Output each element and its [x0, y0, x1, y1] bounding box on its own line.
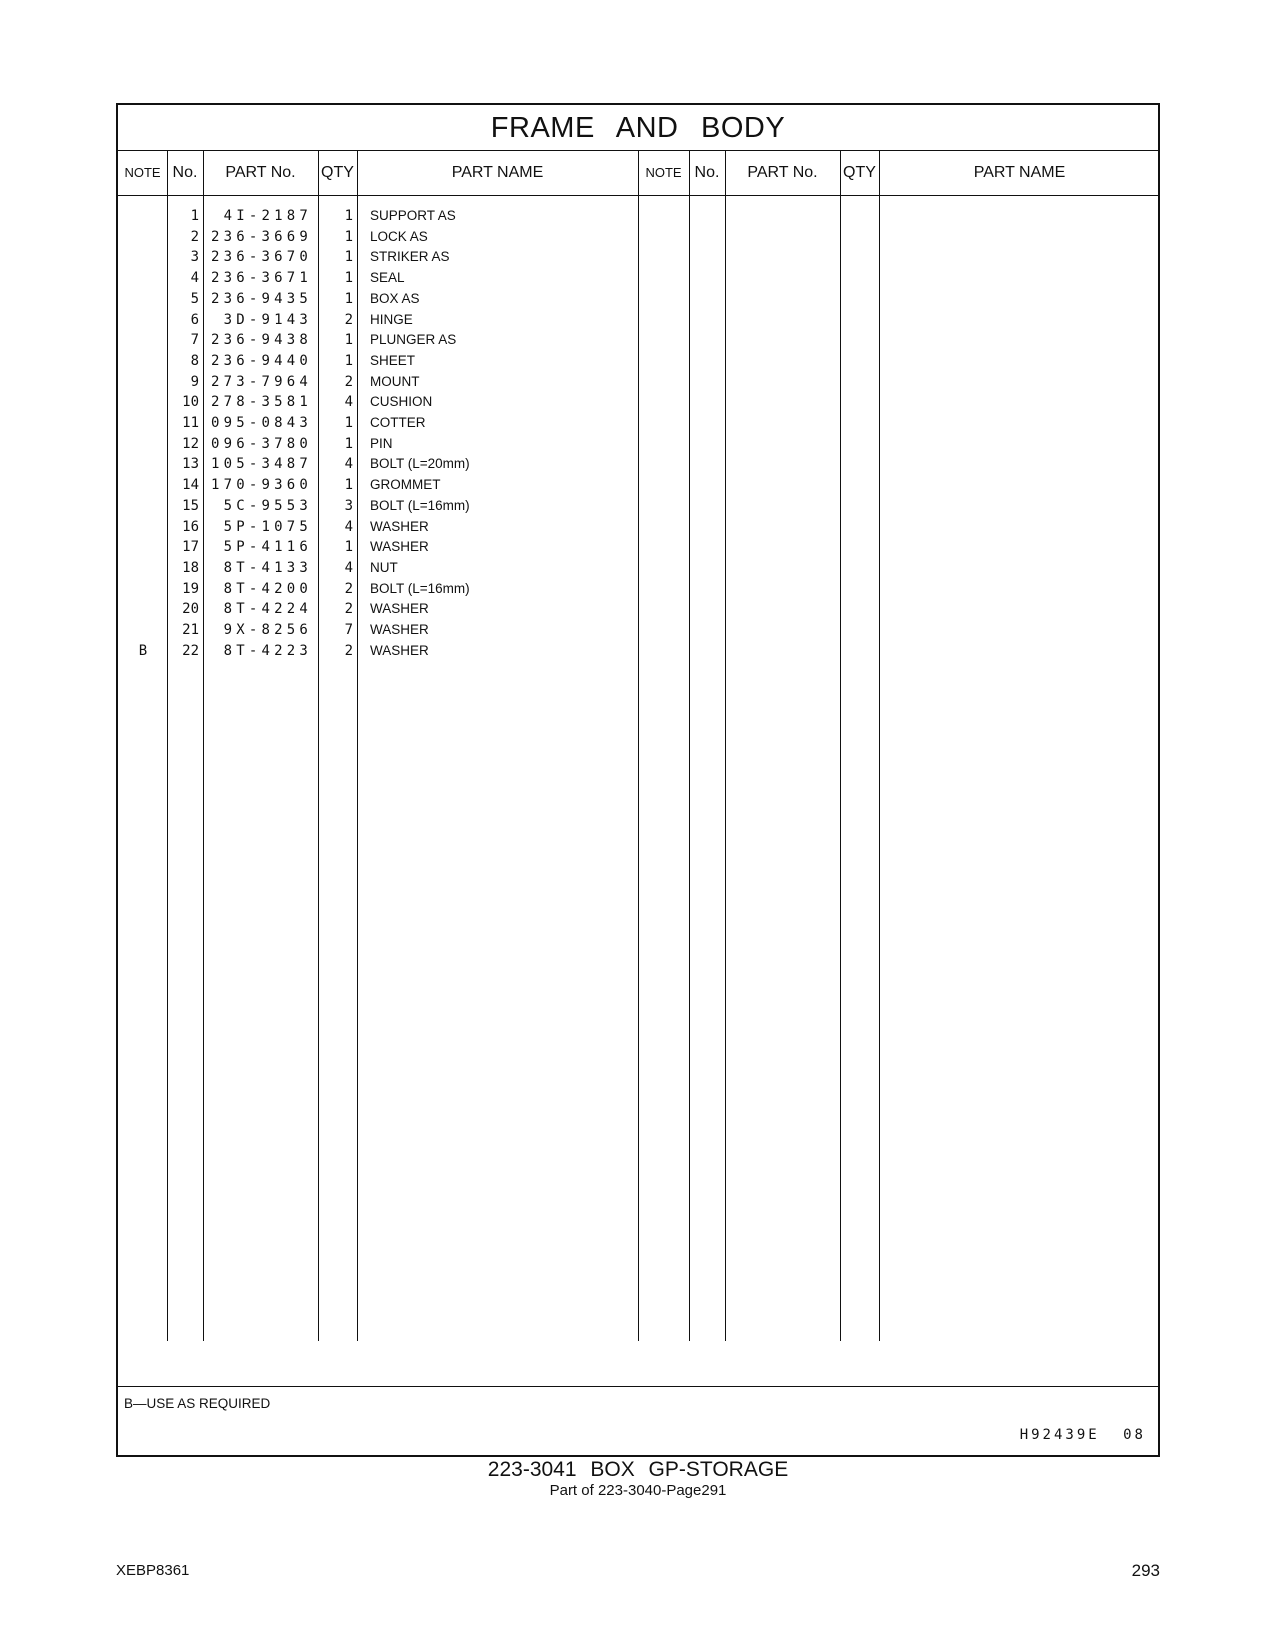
row-note — [118, 598, 168, 620]
header-no-right: No. — [694, 164, 720, 181]
row-part-name: SUPPORT AS — [370, 208, 456, 223]
row-quantity: 4 — [344, 518, 353, 535]
illustration-code: H92439E 08 — [1019, 1427, 1146, 1443]
row-note — [118, 371, 168, 393]
table-row — [118, 309, 638, 331]
row-quantity: 2 — [344, 311, 353, 328]
row-note — [118, 246, 168, 268]
table-row — [118, 350, 638, 372]
row-part-number: 096-3780 — [210, 435, 312, 452]
row-number: 2 — [190, 228, 199, 245]
row-part-number: 5C-9553 — [223, 497, 312, 514]
row-quantity: 4 — [344, 559, 353, 576]
table-row — [118, 433, 638, 455]
row-quantity: 1 — [344, 208, 353, 224]
footer-divider — [118, 1386, 1158, 1387]
header-part-name-right: PART NAME — [973, 164, 1066, 181]
header-qty-left: QTY — [321, 164, 354, 181]
row-quantity: 2 — [344, 601, 353, 618]
header-note-left: NOTE — [124, 165, 161, 180]
row-quantity: 2 — [344, 373, 353, 390]
parts-table-body — [118, 195, 1158, 1486]
row-part-number: 236-3669 — [210, 228, 312, 245]
row-note — [118, 391, 168, 413]
table-title: FRAME AND BODY — [118, 105, 1158, 151]
row-part-name: MOUNT — [370, 373, 420, 389]
row-quantity: 1 — [344, 228, 353, 245]
table-row — [118, 516, 638, 538]
caption-main: 223-3041 BOX GP-STORAGE — [487, 1458, 789, 1481]
row-part-number: 236-9440 — [210, 352, 312, 369]
row-part-number: 236-9438 — [210, 332, 312, 349]
row-number: 22 — [182, 642, 199, 659]
header-part-no-right: PART No. — [747, 164, 818, 181]
row-part-name: WASHER — [370, 622, 429, 637]
row-note — [118, 578, 168, 600]
document-id: XEBP8361 — [116, 1562, 190, 1579]
row-number: 16 — [182, 518, 199, 535]
header-note-right: NOTE — [645, 165, 682, 180]
row-part-name: NUT — [370, 559, 398, 575]
row-quantity: 4 — [344, 394, 353, 411]
row-number: 18 — [182, 559, 199, 576]
table-row — [118, 495, 638, 517]
row-quantity: 1 — [344, 415, 353, 431]
row-number: 14 — [182, 477, 199, 494]
row-quantity: 7 — [344, 622, 353, 638]
row-note — [118, 288, 168, 310]
row-note — [118, 619, 168, 641]
row-number: 8 — [190, 352, 199, 369]
table-row — [118, 267, 638, 289]
row-part-name: WASHER — [370, 539, 429, 555]
page-caption — [116, 1458, 1160, 1500]
table-row — [118, 391, 638, 413]
footnote: B—USE AS REQUIRED — [124, 1396, 271, 1411]
table-row — [118, 557, 638, 579]
row-part-name: BOX AS — [370, 290, 420, 306]
row-quantity: 2 — [344, 580, 353, 597]
row-number: 13 — [182, 456, 199, 473]
row-number: 6 — [190, 311, 199, 328]
row-part-name: PLUNGER AS — [370, 332, 457, 348]
row-part-name: WASHER — [370, 518, 429, 534]
row-part-name: LOCK AS — [370, 228, 428, 244]
row-part-name: SEAL — [370, 270, 405, 286]
header-qty-right: QTY — [843, 164, 876, 181]
table-row — [118, 453, 638, 475]
row-note — [118, 329, 168, 351]
row-number: 20 — [182, 601, 199, 618]
row-part-number: 236-3670 — [210, 249, 312, 266]
row-part-number: 273-7964 — [210, 373, 312, 390]
row-note — [118, 309, 168, 331]
row-part-name: WASHER — [370, 601, 429, 617]
table-row — [118, 619, 638, 641]
row-quantity: 3 — [344, 497, 353, 514]
row-part-number: 3D-9143 — [223, 311, 312, 328]
table-row — [118, 246, 638, 268]
row-number: 19 — [182, 580, 199, 597]
table-row — [118, 578, 638, 600]
row-number: 10 — [182, 394, 199, 411]
row-part-number: 8T-4224 — [223, 601, 312, 618]
row-note — [118, 205, 168, 227]
row-quantity: 1 — [344, 352, 353, 369]
row-part-number: 8T-4223 — [223, 642, 312, 659]
row-number: 21 — [182, 622, 199, 638]
page-number: 293 — [1131, 1561, 1160, 1580]
table-row — [118, 474, 638, 496]
row-part-number: 105-3487 — [210, 456, 312, 473]
row-note — [118, 433, 168, 455]
table-row — [118, 288, 638, 310]
row-part-number: 095-0843 — [210, 415, 312, 431]
row-quantity: 4 — [344, 456, 353, 473]
row-note — [118, 516, 168, 538]
header-part-name-left: PART NAME — [451, 164, 544, 181]
row-number: 9 — [190, 373, 199, 390]
row-part-number: 4I-2187 — [223, 208, 312, 224]
row-part-name: COTTER — [370, 415, 426, 430]
table-row — [118, 205, 638, 227]
row-note — [118, 453, 168, 475]
caption-sub: Part of 223-3040-Page291 — [549, 1482, 727, 1499]
row-part-name: SHEET — [370, 352, 416, 368]
row-note — [118, 495, 168, 517]
row-part-number: 236-9435 — [210, 290, 312, 307]
row-note — [118, 226, 168, 248]
row-number: 15 — [182, 497, 199, 514]
row-part-name: STRIKER AS — [370, 249, 450, 265]
row-number: 1 — [190, 208, 199, 224]
row-number: 5 — [190, 290, 199, 307]
row-quantity: 1 — [344, 270, 353, 287]
header-no-left: No. — [172, 164, 198, 181]
row-part-number: 5P-1075 — [223, 518, 312, 535]
table-row — [118, 640, 638, 662]
row-part-number: 8T-4200 — [223, 580, 312, 597]
row-quantity: 2 — [344, 642, 353, 659]
row-note — [118, 350, 168, 372]
row-part-name: HINGE — [370, 311, 413, 327]
row-quantity: 1 — [344, 539, 353, 556]
row-number: 11 — [182, 415, 199, 431]
table-row — [118, 371, 638, 393]
row-part-number: 236-3671 — [210, 270, 312, 287]
row-number: 4 — [190, 270, 199, 287]
row-note — [118, 536, 168, 558]
row-part-number: 170-9360 — [210, 477, 312, 494]
row-note: B — [138, 642, 148, 659]
row-note — [118, 412, 168, 434]
table-row — [118, 536, 638, 558]
row-part-number: 8T-4133 — [223, 559, 312, 576]
row-part-number: 9X-8256 — [223, 622, 312, 638]
row-number: 17 — [182, 539, 199, 556]
row-number: 3 — [190, 249, 199, 266]
row-part-name: PIN — [370, 435, 393, 451]
table-row — [118, 226, 638, 248]
row-part-number: 5P-4116 — [223, 539, 312, 556]
row-number: 12 — [182, 435, 199, 452]
row-part-name: WASHER — [370, 642, 429, 658]
row-quantity: 1 — [344, 477, 353, 494]
row-part-name: BOLT (L=16mm) — [370, 497, 470, 513]
parts-table-frame — [116, 103, 1160, 1457]
row-note — [118, 474, 168, 496]
row-quantity: 1 — [344, 249, 353, 266]
row-note — [118, 267, 168, 289]
table-row — [118, 598, 638, 620]
row-part-name: BOLT (L=20mm) — [370, 456, 470, 472]
row-note — [118, 557, 168, 579]
row-quantity: 1 — [344, 332, 353, 349]
header-part-no-left: PART No. — [225, 164, 296, 181]
row-quantity: 1 — [344, 435, 353, 452]
row-part-name: BOLT (L=16mm) — [370, 580, 470, 596]
table-row — [118, 329, 638, 351]
table-row — [118, 412, 638, 434]
row-quantity: 1 — [344, 290, 353, 307]
row-part-number: 278-3581 — [210, 394, 312, 411]
row-part-name: GROMMET — [370, 477, 441, 493]
row-part-name: CUSHION — [370, 394, 433, 410]
row-number: 7 — [190, 332, 199, 349]
